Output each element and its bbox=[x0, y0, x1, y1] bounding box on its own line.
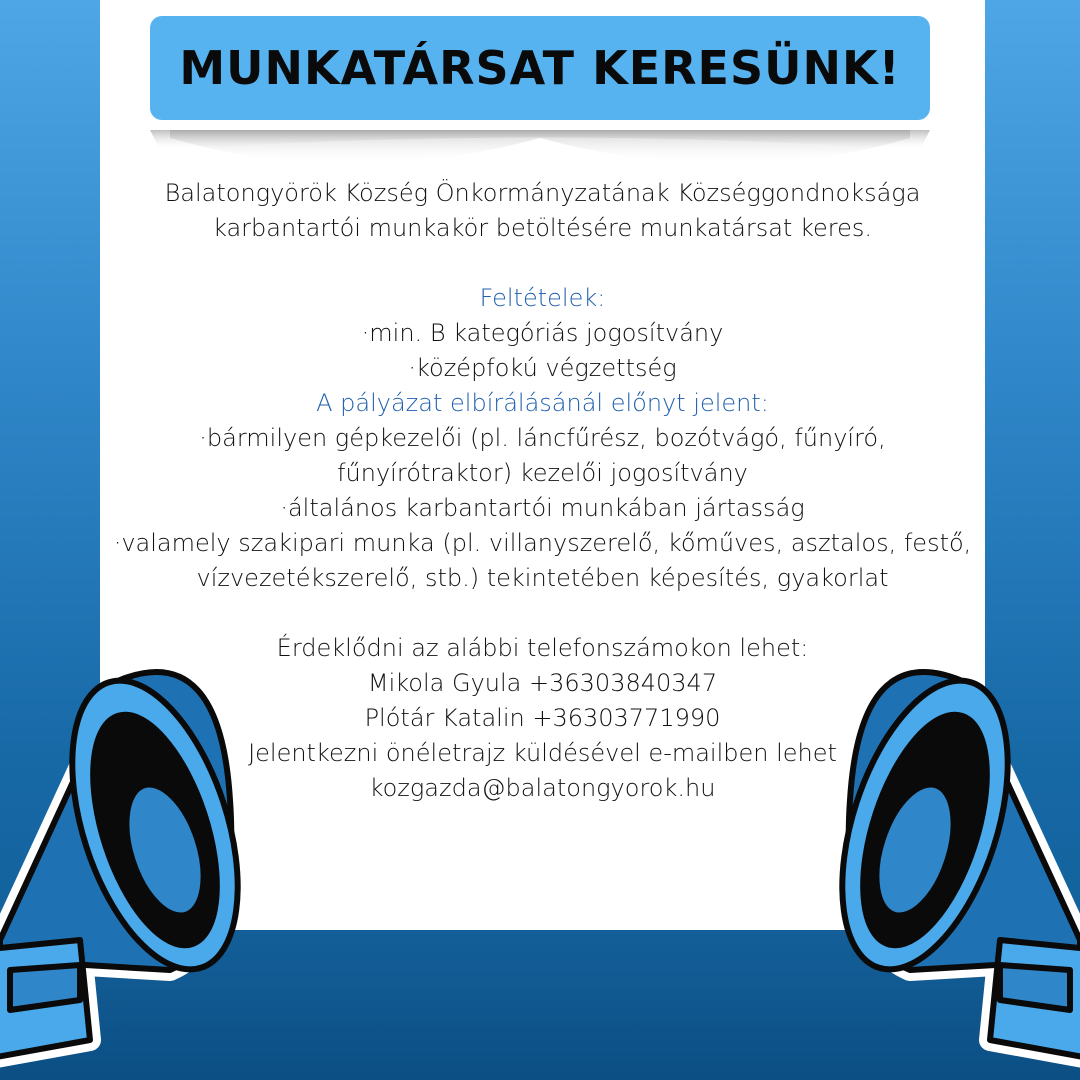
megaphone-icon-left bbox=[0, 640, 340, 1080]
advantage-line: ·általános karbantartói munkában jártasság bbox=[280, 494, 805, 522]
requirement-item: ·min. B kategóriás jogosítvány bbox=[361, 319, 724, 347]
advantage-line: ·valamely szakipari munka (pl. villanyszerelő, kőműves, asztalos, festő, bbox=[113, 529, 972, 557]
requirements-heading: Feltételek: bbox=[479, 284, 606, 312]
contact-person-1: Mikola Gyula +36303840347 bbox=[367, 669, 718, 697]
title-banner bbox=[150, 16, 930, 120]
contact-person-2: Plótár Katalin +36303771990 bbox=[364, 704, 721, 732]
contact-email: kozgazda@balatongyorok.hu bbox=[369, 774, 716, 802]
advantage-line: fűnyírótraktor) kezelői jogosítvány bbox=[337, 459, 748, 487]
intro-line: karbantartói munkakör betöltésére munkatársat keres. bbox=[213, 214, 872, 242]
page-title: MUNKATÁRSAT KERESÜNK! bbox=[179, 41, 901, 95]
advantages-heading: A pályázat elbírálásánál előnyt jelent: bbox=[316, 389, 769, 417]
requirement-item: ·középfokú végzettség bbox=[408, 354, 677, 382]
application-note: Jelentkezni önéletrajz küldésével e-mailben lehet bbox=[248, 739, 837, 767]
advantage-line: vízvezetékszerelő, stb.) tekintetében képesítés, gyakorlat bbox=[196, 564, 889, 592]
advantage-line: ·bármilyen gépkezelői (pl. láncfűrész, bozótvágó, fűnyíró, bbox=[199, 424, 886, 452]
megaphone-icon-right bbox=[740, 640, 1080, 1080]
contact-line: Érdeklődni az alábbi telefonszámokon lehet: bbox=[276, 634, 809, 662]
intro-line: Balatongyörök Község Önkormányzatának Községgondnoksága bbox=[164, 179, 921, 207]
